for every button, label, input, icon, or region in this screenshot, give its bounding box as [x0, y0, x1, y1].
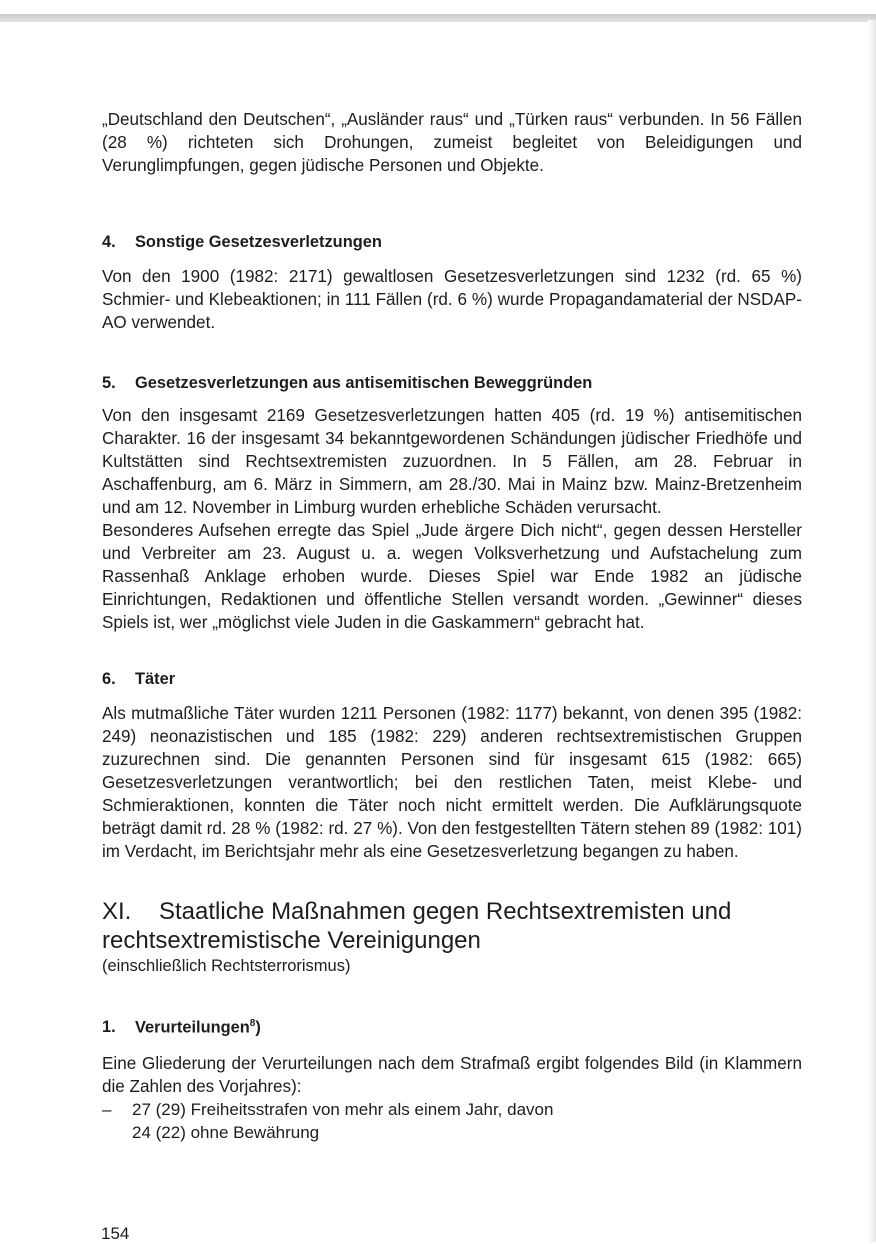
subsection-1-paragraph: Eine Gliederung der Verurteilungen nach dem Strafmaß ergibt folgendes Bild (in Klammern die Zahlen des Vorjahres):	[102, 1054, 802, 1097]
sentence-list	[102, 1098, 802, 1144]
section-5-paragraph-2: Besonderes Aufsehen erregte das Spiel „Jude ärgere Dich nicht“, gegen dessen Hersteller und Verbreiter am 23. August u. a. wegen Volksverhetzung und Aufstachelung zum Rassenhaß Anklage erhoben wurde. Dieses Spiel war Ende 1982 an jüdische Einrichtungen, Redaktionen und öffentliche Stellen versandt worden. „Gewinner“ dieses Spiels ist, wer „möglichst viele Juden in die Gaskammern“ gebracht hat.	[102, 521, 802, 632]
section-4-paragraph: Von den 1900 (1982: 2171) gewaltlosen Gesetzesverletzungen sind 1232 (rd. 65 %) Schmier- und Klebeaktionen; in 111 Fällen (rd. 6 %) wurde Propagandamaterial der NSDAP-AO verwendet.	[102, 267, 802, 332]
intro-paragraph: „Deutschland den Deutschen“, „Ausländer raus“ und „Türken raus“ verbunden. In 56 Fällen (28 %) richteten sich Drohungen, zumeist begleitet von Beleidigungen und Verunglimpfungen, gegen jüdische Personen und Objekte.	[102, 110, 802, 175]
section-5-title: Gesetzesverletzungen aus antisemitischen Beweggründen	[135, 374, 593, 392]
page-number: 154	[101, 1224, 130, 1243]
chapter-11-title-line-2: rechtsextremistische Vereinigungen	[102, 927, 481, 954]
section-4-number: 4.	[102, 233, 116, 251]
section-6-heading	[102, 668, 802, 690]
section-4-heading	[102, 231, 802, 253]
section-6-number: 6.	[102, 670, 116, 688]
footnote-close: )	[255, 1018, 261, 1037]
chapter-11-title-line-1	[102, 897, 802, 926]
list-item	[102, 1098, 802, 1144]
chapter-11-title-text-1: Staatliche Maßnahmen gegen Rechtsextremisten und	[159, 898, 732, 925]
section-5-number: 5.	[102, 374, 116, 392]
section-5-heading	[102, 372, 802, 394]
scan-top-edge	[0, 14, 876, 22]
section-4-title: Sonstige Gesetzesverletzungen	[135, 233, 382, 251]
chapter-11-number: XI.	[102, 898, 132, 925]
footnote-marker[interactable]: 8	[249, 1018, 256, 1029]
list-item-line-2: 24 (22) ohne Bewährung	[132, 1123, 320, 1143]
subsection-1-heading	[102, 1013, 802, 1038]
subsection-1-number: 1.	[102, 1018, 116, 1037]
page-body	[102, 108, 802, 1144]
list-dash: –	[102, 1100, 112, 1120]
section-6-title: Täter	[135, 670, 176, 688]
subsection-1-title: Verurteilungen	[135, 1018, 250, 1037]
chapter-11-subtitle: (einschließlich Rechtsterrorismus)	[102, 957, 351, 975]
section-5-paragraph-1: Von den insgesamt 2169 Gesetzesverletzungen hatten 405 (rd. 19 %) antisemitischen Charakter. 16 der insgesamt 34 bekanntgewordenen Schändungen jüdischer Friedhöfe und Kultstätten sind Rechtsextremisten zuzuordnen. In 5 Fällen, am 28. Februar in Aschaffenburg, am 6. März in Simmern, am 28./30. Mai in Mainz bzw. Mainz-Bretzenheim und am 12. November in Limburg wurden erhebliche Schäden verursacht.	[102, 406, 802, 517]
scan-right-edge	[868, 20, 876, 1242]
list-item-line-1: 27 (29) Freiheitsstrafen von mehr als einem Jahr, davon	[132, 1100, 554, 1120]
section-6-paragraph: Als mutmaßliche Täter wurden 1211 Personen (1982: 1177) bekannt, von denen 395 (1982: 249) neonazistischen und 185 (1982: 229) anderen rechtsextremistischen Gruppen zuzurechnen sind. Die genannten Personen sind für insgesamt 615 (1982: 665) Gesetzesverletzungen verantwortlich; bei den restlichen Taten, meist Klebe- und Schmieraktionen, konnten die Täter noch nicht ermittelt werden. Die Aufklärungsquote beträgt damit rd. 28 % (1982: rd. 27 %). Von den festgestellten Tätern stehen 89 (1982: 101) im Verdacht, im Berichtsjahr mehr als eine Gesetzesverletzung begangen zu haben.	[102, 704, 802, 861]
